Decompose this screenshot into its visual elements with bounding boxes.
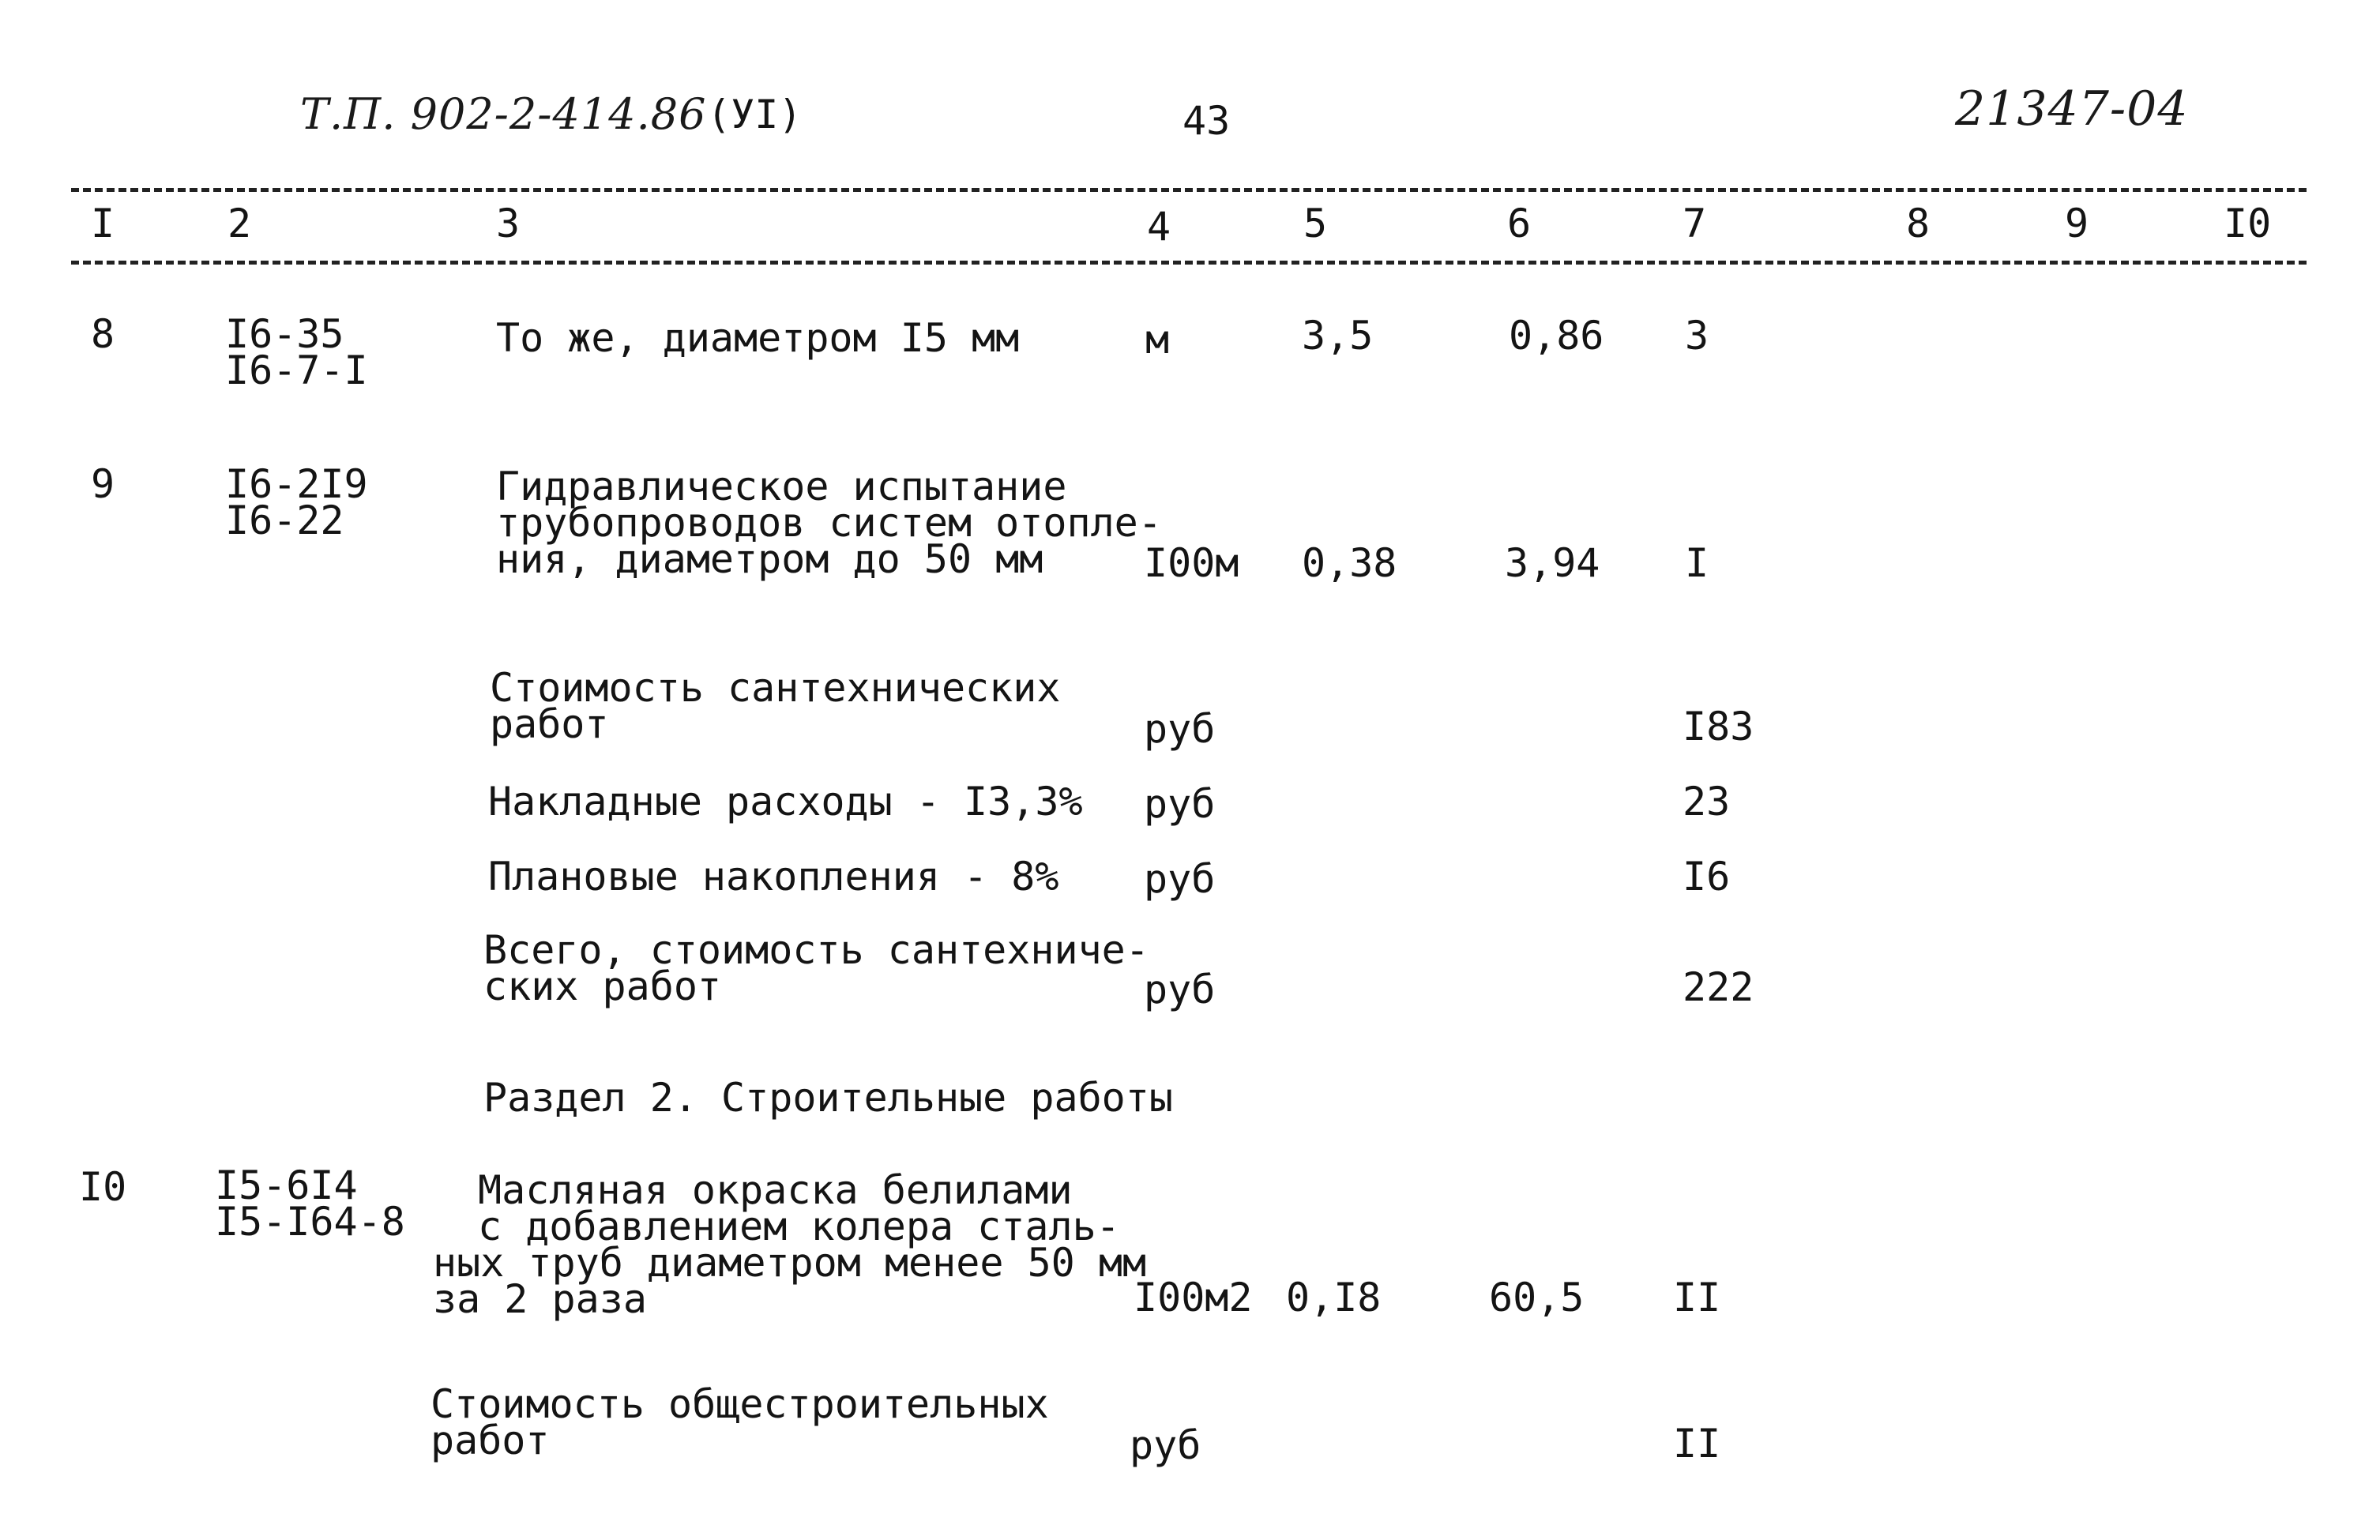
- row-description-line: ных труб диаметром менее 50 мм: [433, 1240, 1147, 1286]
- column-header-2: 2: [227, 201, 252, 246]
- document-number: 21347-04: [1955, 81, 2189, 137]
- row-code: I6-2I9 I6-22: [225, 461, 368, 543]
- section-title: Раздел 2. Строительные работы: [483, 1075, 1173, 1121]
- summary-label: Стоимость сантехнических работ: [490, 665, 1061, 747]
- row-total: I: [1685, 540, 1709, 586]
- summary-total: I83: [1683, 704, 1754, 749]
- row-quantity: 0,I8: [1286, 1275, 1382, 1320]
- row-code: I6-35 I6-7-I: [225, 311, 368, 393]
- row-total: II: [1673, 1275, 1721, 1320]
- header-top-divider: [71, 188, 2307, 192]
- summary-total: 23: [1683, 779, 1731, 824]
- header-bottom-divider: [71, 261, 2307, 265]
- summary-unit: руб: [1144, 967, 1216, 1012]
- row-quantity: 0,38: [1302, 540, 1397, 586]
- row-number: 9: [91, 461, 115, 507]
- summary-total: II: [1673, 1421, 1721, 1467]
- volume-label: (УI): [707, 92, 803, 137]
- summary-total: I6: [1683, 854, 1731, 900]
- column-header-9: 9: [2065, 201, 2089, 246]
- row-unit: м: [1145, 317, 1170, 362]
- page-number: 43: [1182, 98, 1231, 144]
- row-number: I0: [79, 1164, 127, 1210]
- column-header-8: 8: [1906, 201, 1931, 246]
- column-header-5: 5: [1303, 201, 1328, 246]
- project-code: Т.П. 902-2-414.86: [300, 89, 707, 139]
- summary-unit: руб: [1144, 706, 1216, 752]
- row-total: 3: [1685, 313, 1709, 359]
- column-header-7: 7: [1683, 201, 1707, 246]
- row-price: 3,94: [1505, 540, 1600, 586]
- summary-label: Стоимость общестроительных работ: [431, 1381, 1049, 1463]
- summary-unit: руб: [1130, 1422, 1201, 1468]
- row-description: Гидравлическое испытание трубопроводов систем отопле- ния, диаметром до 50 мм: [496, 464, 1162, 582]
- row-code: I5-6I4 I5-I64-8: [215, 1163, 405, 1245]
- row-description-line: с добавлением колера сталь-: [478, 1204, 1120, 1249]
- column-header-4: 4: [1147, 204, 1171, 250]
- summary-label: Накладные расходы - I3,3%: [488, 779, 1083, 824]
- row-number: 8: [91, 311, 115, 357]
- summary-label: Плановые накопления - 8%: [488, 854, 1059, 900]
- row-price: 60,5: [1489, 1275, 1585, 1320]
- column-header-10: I0: [2224, 201, 2272, 246]
- row-description-line: за 2 раза: [433, 1276, 647, 1322]
- summary-total: 222: [1683, 964, 1754, 1010]
- row-description-line: Масляная окраска белилами: [478, 1167, 1073, 1213]
- row-description: То же, диаметром I5 мм: [496, 315, 1020, 361]
- summary-unit: руб: [1144, 856, 1216, 902]
- row-quantity: 3,5: [1302, 313, 1374, 359]
- row-unit: I00м: [1144, 540, 1239, 586]
- column-header-3: 3: [496, 201, 521, 246]
- row-price: 0,86: [1509, 313, 1604, 359]
- column-header-1: I: [91, 201, 115, 246]
- summary-unit: руб: [1144, 781, 1216, 827]
- column-header-6: 6: [1507, 201, 1532, 246]
- row-unit: I00м2: [1134, 1275, 1253, 1320]
- summary-label: Всего, стоимость сантехниче- ских работ: [483, 927, 1149, 1009]
